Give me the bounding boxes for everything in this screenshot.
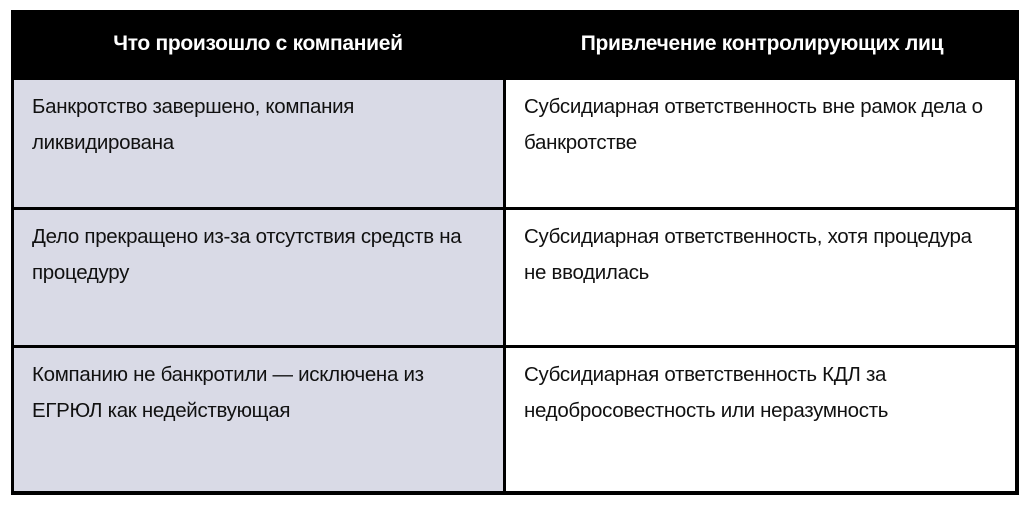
liability-table	[11, 10, 1019, 495]
liability-cell-1: Субсидиарная ответственность вне рамок дела о банкротстве	[506, 80, 1015, 207]
situation-cell-2: Дело прекращено из-за отсутствия средств на процедуру	[14, 210, 503, 345]
header-controlling-persons: Привлечение контролирующих лиц	[580, 31, 944, 55]
situation-cell-3: Компанию не банкротили — исключена из ЕГРЮЛ как недействующая	[14, 348, 503, 491]
situation-cell-1: Банкротство завершено, компания ликвидирована	[14, 80, 503, 207]
liability-cell-2: Субсидиарная ответственность, хотя процедура не вводилась	[506, 210, 1015, 345]
table-header-row	[11, 10, 1019, 77]
header-what-happened: Что произошло с компанией	[113, 31, 403, 55]
liability-cell-3: Субсидиарная ответственность КДЛ за недобросовестность или неразумность	[506, 348, 1015, 491]
